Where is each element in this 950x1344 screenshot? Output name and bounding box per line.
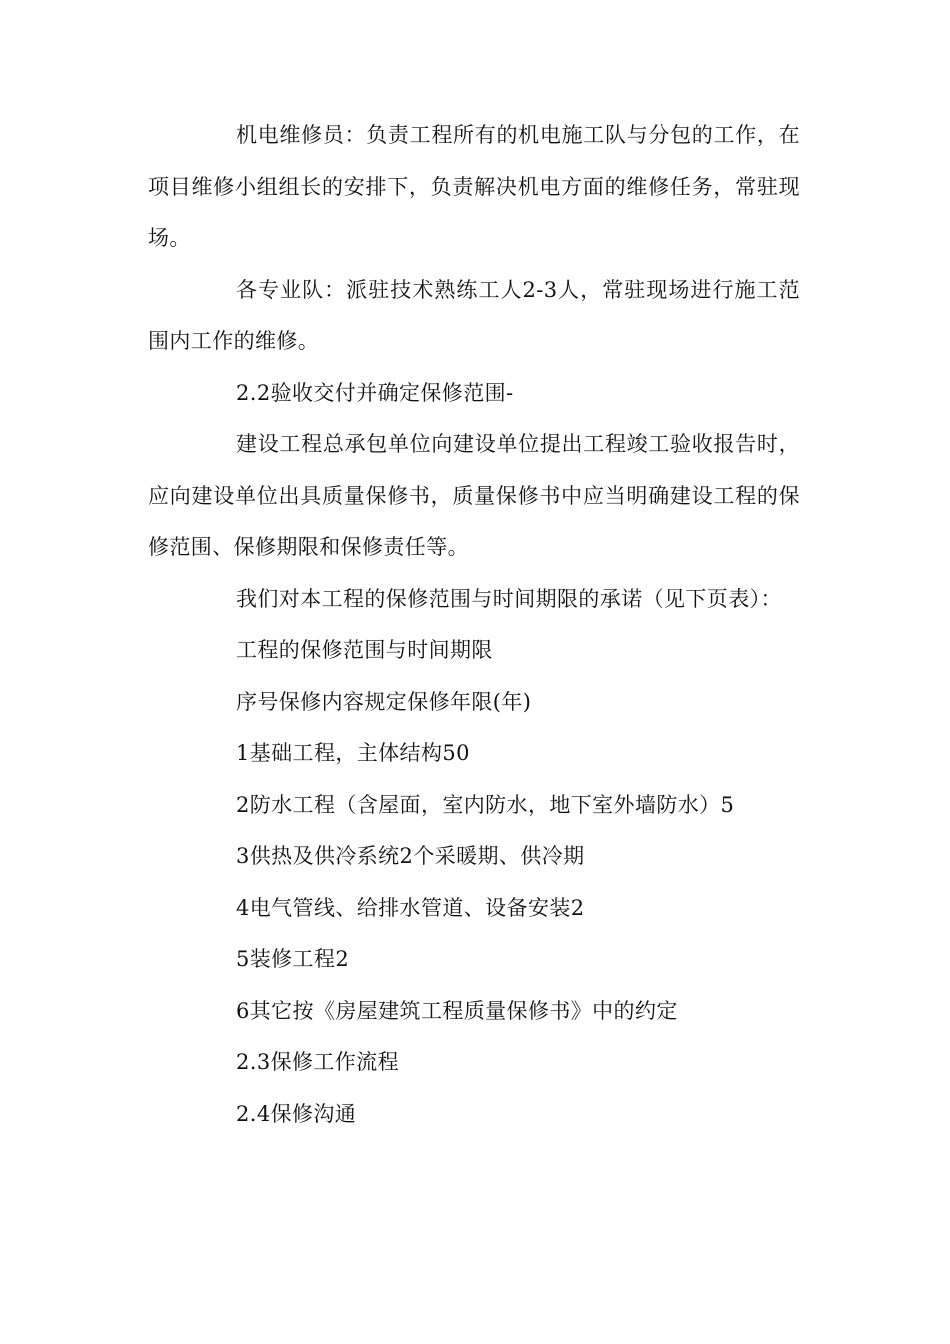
table-title: 工程的保修范围与时间期限 xyxy=(236,638,493,662)
section-heading-2-3: 2.3保修工作流程 xyxy=(236,1050,399,1074)
table-row-3: 3供热及供冷系统2个采暖期、供冷期 xyxy=(236,844,585,868)
table-row-5: 5装修工程2 xyxy=(236,947,350,971)
paragraph-professional-teams: 各专业队：派驻技术熟练工人2-3人，常驻现场进行施工范围内工作的维修。 xyxy=(148,277,800,353)
table-row-1: 1基础工程，主体结构50 xyxy=(236,741,470,765)
section-heading-2-4: 2.4保修沟通 xyxy=(236,1101,357,1126)
table-row-6: 6其它按《房屋建筑工程质量保修书》中的约定 xyxy=(236,998,678,1023)
paragraph-electromechanical-repairman: 机电维修员：负责工程所有的机电施工队与分包的工作，在项目维修小组组长的安排下，负责解决机电方面的维修任务，常驻现场。 xyxy=(148,123,800,250)
table-row-4: 4电气管线、给排水管道、设备安装2 xyxy=(236,895,585,920)
section-heading-2-2: 2.2验收交付并确定保修范围- xyxy=(236,380,514,405)
document-body xyxy=(148,110,800,1140)
table-row-2: 2防水工程（含屋面，室内防水，地下室外墙防水）5 xyxy=(236,792,735,817)
paragraph-commitment: 我们对本工程的保修范围与时间期限的承诺（见下页表）： xyxy=(236,586,782,611)
paragraph-warranty-certificate: 建设工程总承包单位向建设单位提出工程竣工验收报告时，应向建设单位出具质量保修书，质量保修书中应当明确建设工程的保修范围、保修期限和保修责任等。 xyxy=(148,432,800,559)
table-header-line: 序号保修内容规定保修年限(年) xyxy=(236,689,532,714)
